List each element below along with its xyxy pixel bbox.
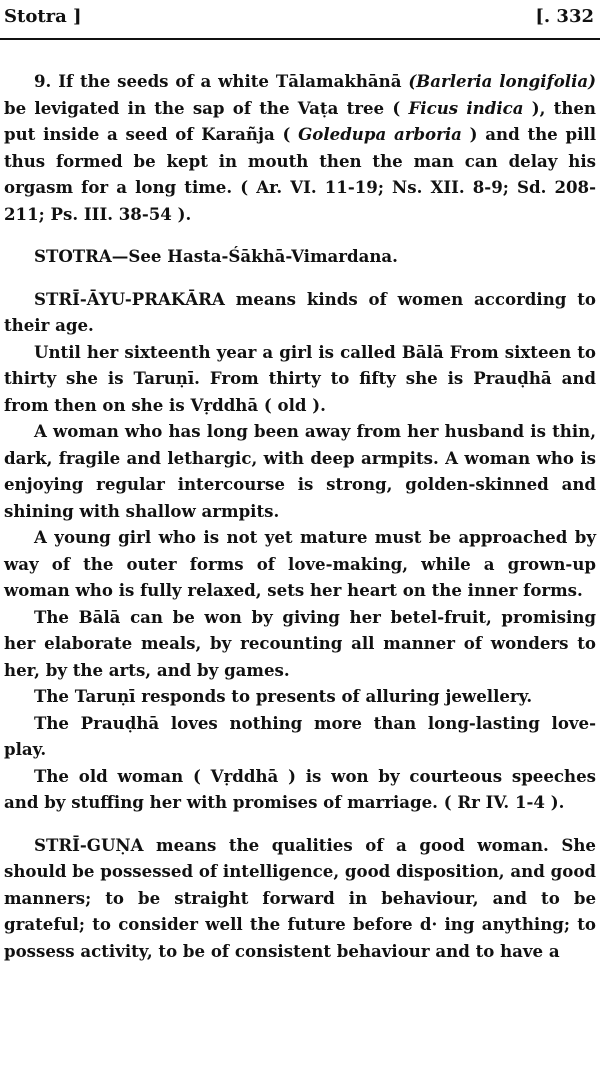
text-run: STRĪ-GUṆA means the qualities of a good woman. She should be possessed of intelligence, good disposition, and good manners; to be straight forward in behaviour, and to be grateful; to consider well the future before d· ing anything; to possess activity, to be of consistent behaviour and to have a <box>4 834 596 961</box>
paragraph-stotra <box>4 243 596 270</box>
page-number: [. 332 <box>535 6 594 27</box>
paragraph-stri-ayu <box>4 286 596 339</box>
italic-term: Goledupa arboria <box>298 124 462 144</box>
text-run: ), then put inside a seed of Karañja ( <box>4 97 597 144</box>
paragraph-stri-guna <box>4 832 596 965</box>
text-run: The Bālā can be won by giving her betel-fruit, promising her elaborate meals, by recounting all manner of wonders to her, by the arts, and by games. <box>4 606 596 680</box>
italic-term: Ficus indica <box>408 97 524 118</box>
paragraph-p9 <box>4 68 596 227</box>
text-run: be levigated in the sap of the Vaṭa tree ( <box>4 97 409 118</box>
text-run: 9. If the seeds of a white Tālamakhānā <box>34 71 409 91</box>
text-run: The Prauḍhā loves nothing more than long-lasting love-play. <box>4 712 596 759</box>
italic-term: (Barleria longifolia) <box>408 71 596 91</box>
text-run: STOTRA—See Hasta-Śākhā-Vimardana. <box>34 246 398 266</box>
paragraph-bala <box>4 604 596 684</box>
text-run: ) and the pill thus formed be kept in mouth then the man can delay his orgasm for a long time. ( Ar. VI. 11-19; Ns. XII. 8-9; Sd. 208-211; Ps. III. 38-54 ). <box>4 124 596 224</box>
running-header <box>0 0 600 40</box>
page-body <box>4 68 596 964</box>
header-rule <box>0 38 600 40</box>
paragraph-taruni <box>4 683 596 710</box>
text-run: Until her sixteenth year a girl is called Bālā From sixteen to thirty she is Taruṇī. From thirty to fifty she is Prauḍhā and from then on she is Vṛddhā ( old ). <box>4 341 596 415</box>
text-run: The Taruṇī responds to presents of alluring jewellery. <box>34 686 533 706</box>
text-run: The old woman ( Vṛddhā ) is won by courteous speeches and by stuffing her with promises of marriage. ( Rr IV. 1-4 ). <box>4 765 596 812</box>
text-run: A woman who has long been away from her husband is thin, dark, fragile and lethargic, with deep armpits. A woman who is enjoying regular intercourse is strong, golden-skinned and shining with shallow armpits. <box>4 421 596 521</box>
paragraph-old <box>4 763 596 816</box>
paragraph-away <box>4 418 596 524</box>
header-section-label: Stotra ] <box>4 6 82 27</box>
paragraph-young <box>4 524 596 604</box>
paragraph-until <box>4 339 596 419</box>
paragraph-praudha <box>4 710 596 763</box>
text-run: A young girl who is not yet mature must be approached by way of the outer forms of love-making, while a grown-up woman who is fully relaxed, sets her heart on the inner forms. <box>4 527 596 600</box>
text-run: STRĪ-ĀYU-PRAKĀRA means kinds of women according to their age. <box>4 288 596 335</box>
